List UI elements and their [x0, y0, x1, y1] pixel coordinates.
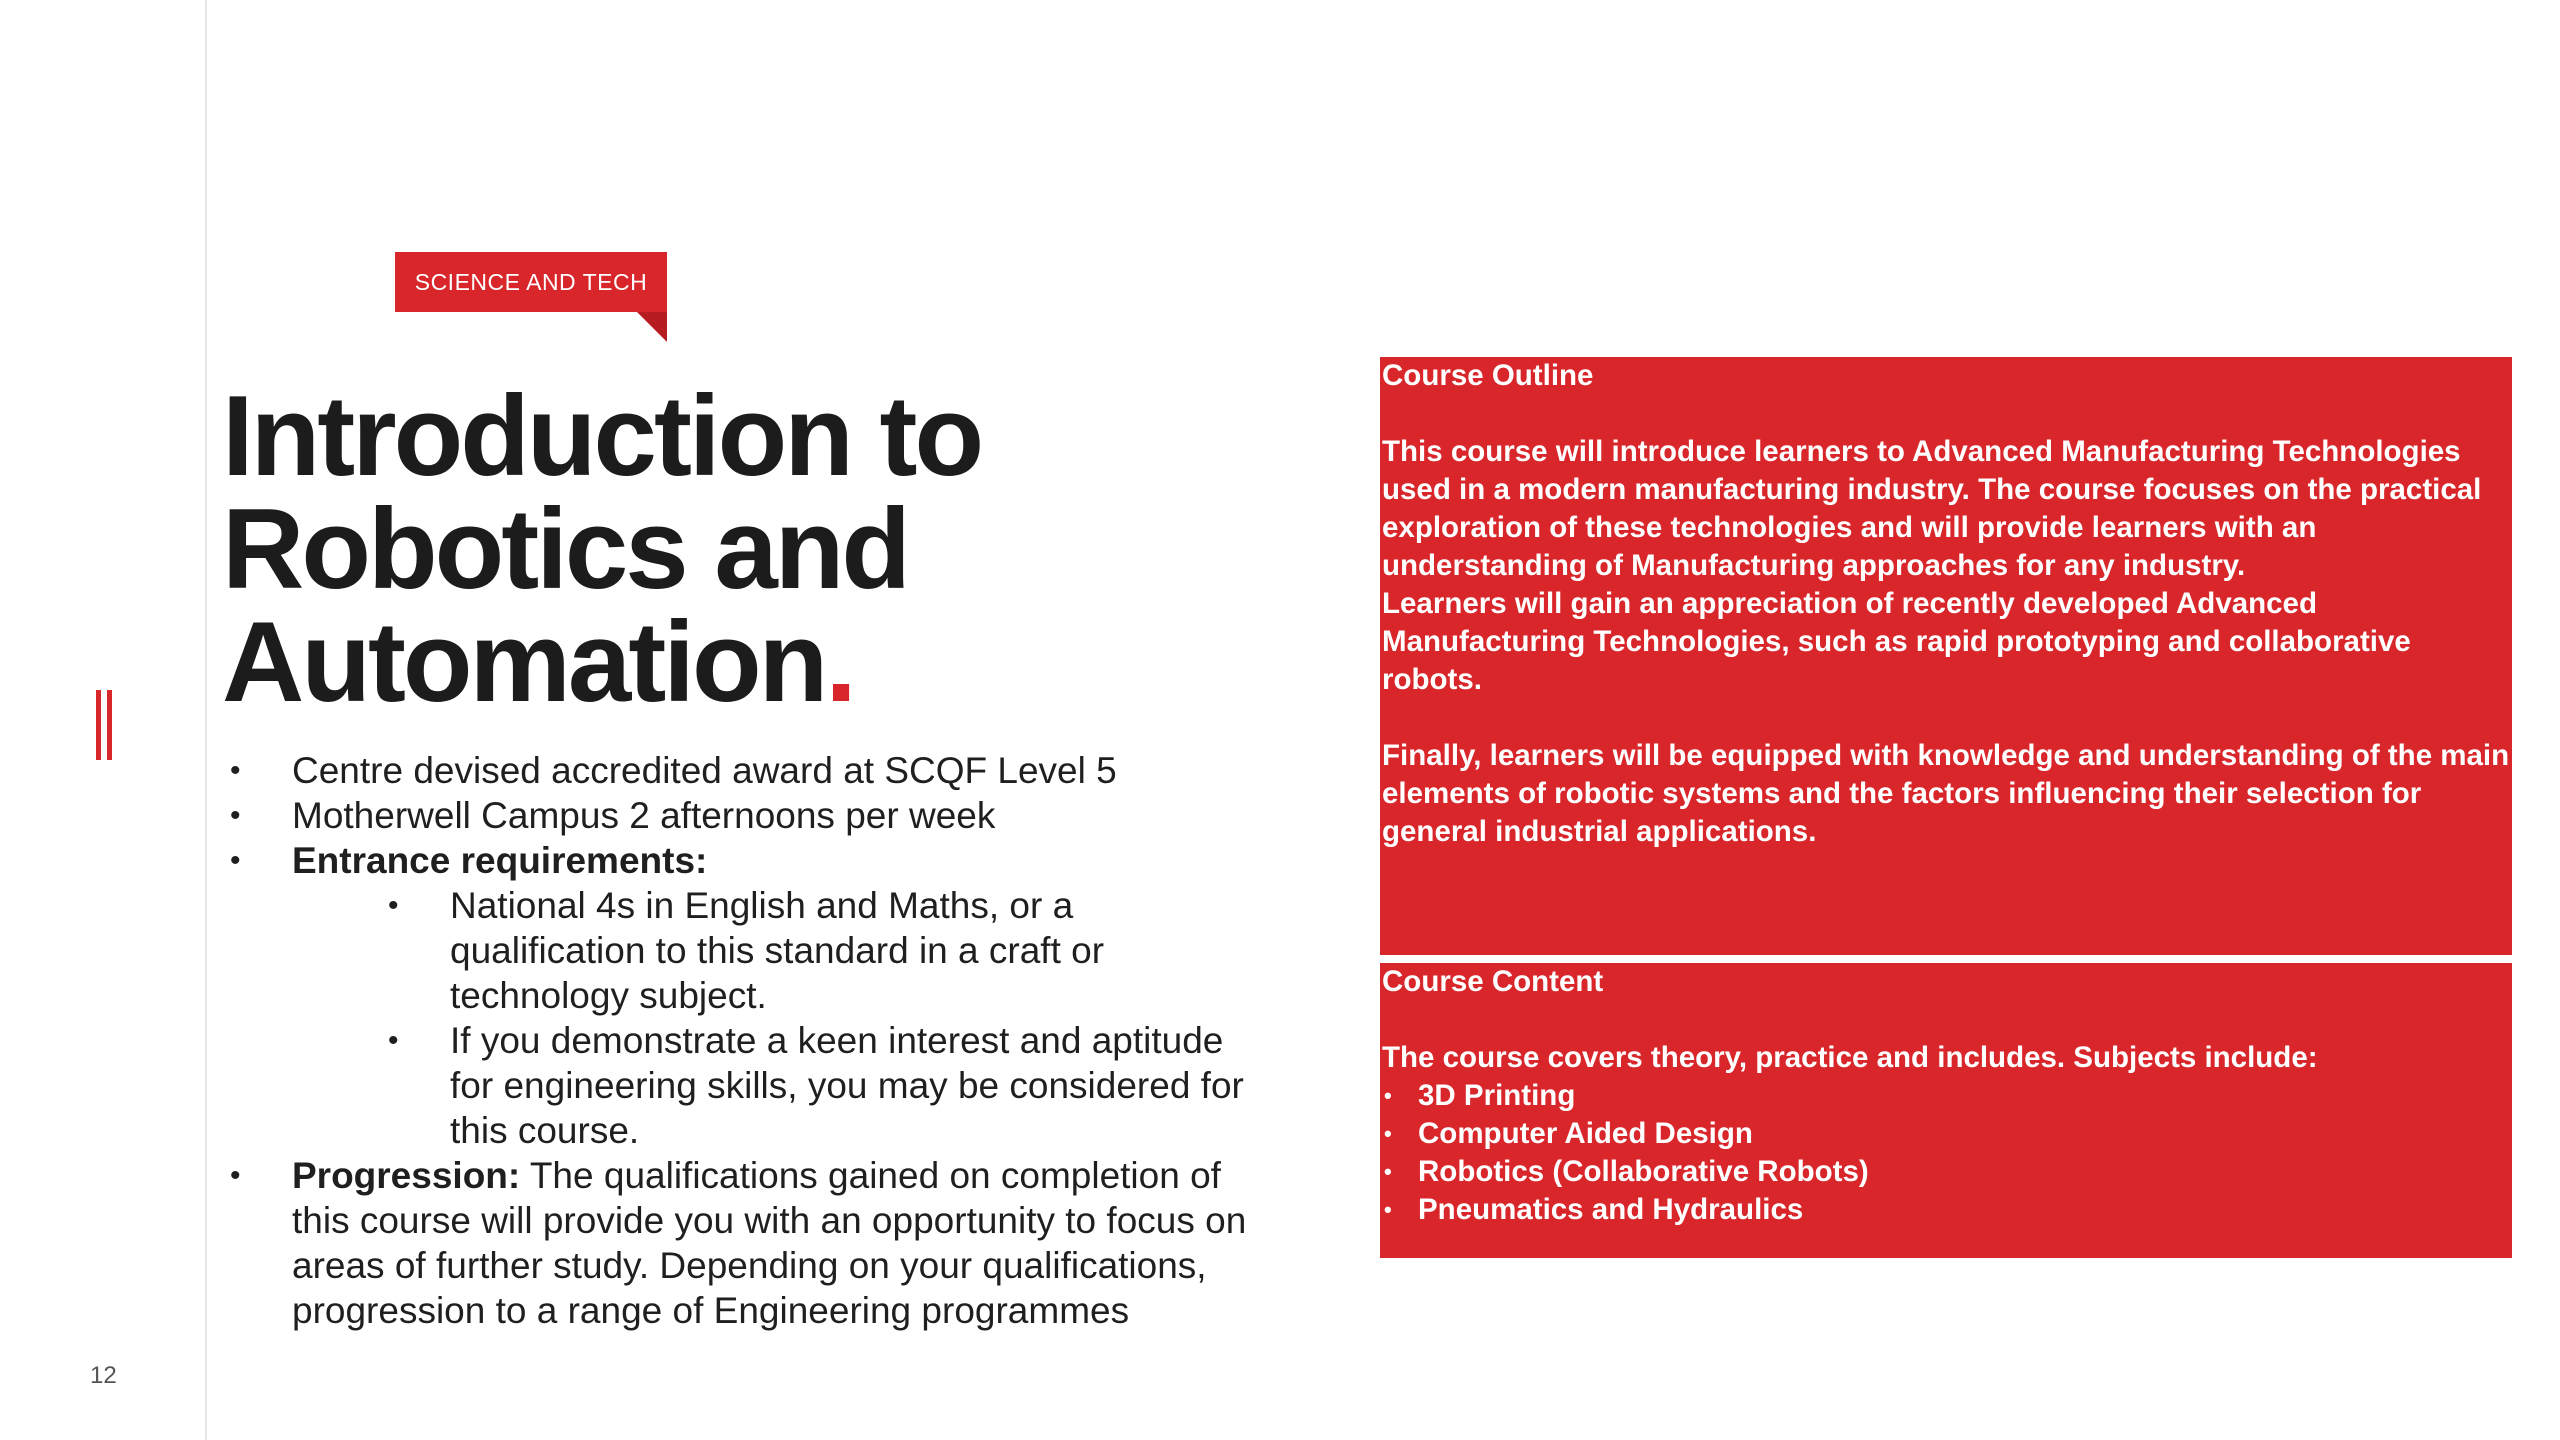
- course-outline-heading: Course Outline: [1382, 359, 1594, 392]
- course-outline-panel: [1380, 357, 2512, 955]
- title-line-2: Robotics and: [222, 486, 909, 613]
- entrance-sublist: [292, 883, 1260, 1153]
- entrance-item-2: • If you demonstrate a keen interest and aptitude for engineering skills, you may be considered for this course.: [388, 1018, 1260, 1153]
- progression-label: Progression:: [292, 1155, 521, 1196]
- category-tag: SCIENCE AND TECH: [395, 252, 667, 312]
- subjects-list: [1382, 1077, 2512, 1229]
- list-item-campus: • Motherwell Campus 2 afternoons per week: [230, 793, 1260, 838]
- progression-text: The qualifications gained on completion of this course will provide you with an opportunity to focus on areas of further study. Depending on your qualifications, progression to a range of Engineering programmes: [292, 1155, 1247, 1331]
- subject-item: • Computer Aided Design: [1382, 1115, 2512, 1153]
- course-outline-paragraph-1: This course will introduce learners to Advanced Manufacturing Technologies used in a modern manufacturing industry. The course focuses on the practical exploration of these technologies and will provide learners with an understanding of Manufacturing approaches for any industry.: [1382, 435, 2482, 582]
- tag-tail: [637, 312, 667, 342]
- title-line-3: Automation: [222, 599, 826, 726]
- course-content-intro: The course covers theory, practice and includes. Subjects include:: [1382, 1041, 2318, 1074]
- page-number: 12: [90, 1362, 117, 1389]
- entrance-label: Entrance requirements:: [292, 840, 708, 881]
- course-outline-paragraph-3: Finally, learners will be equipped with knowledge and understanding of the main elements of robotic systems and the factors influencing their selection for general industrial applications.: [1382, 739, 2510, 848]
- course-outline-paragraph-2: Learners will gain an appreciation of recently developed Advanced Manufacturing Technologies, such as rapid prototyping and collaborative robots.: [1382, 587, 2411, 696]
- list-item-award: • Centre devised accredited award at SCQF Level 5: [230, 748, 1260, 793]
- entrance-item-1: • National 4s in English and Maths, or a qualification to this standard in a craft or technology subject.: [388, 883, 1260, 1018]
- subject-item: • Robotics (Collaborative Robots): [1382, 1153, 2512, 1191]
- subject-item: • 3D Printing: [1382, 1077, 2512, 1115]
- page-title: [222, 373, 1222, 726]
- list-item-entrance: [230, 838, 1260, 1153]
- title-line-1: Introduction to: [222, 373, 982, 500]
- title-dot: .: [825, 599, 854, 726]
- course-content-heading: Course Content: [1382, 965, 1604, 998]
- course-details-list: [230, 748, 1260, 1333]
- subject-item: • Pneumatics and Hydraulics: [1382, 1191, 2512, 1229]
- list-item-progression: [230, 1153, 1260, 1333]
- sidebar-divider: [205, 0, 207, 1440]
- side-marker-icon: [96, 690, 114, 760]
- course-content-panel: [1380, 963, 2512, 1258]
